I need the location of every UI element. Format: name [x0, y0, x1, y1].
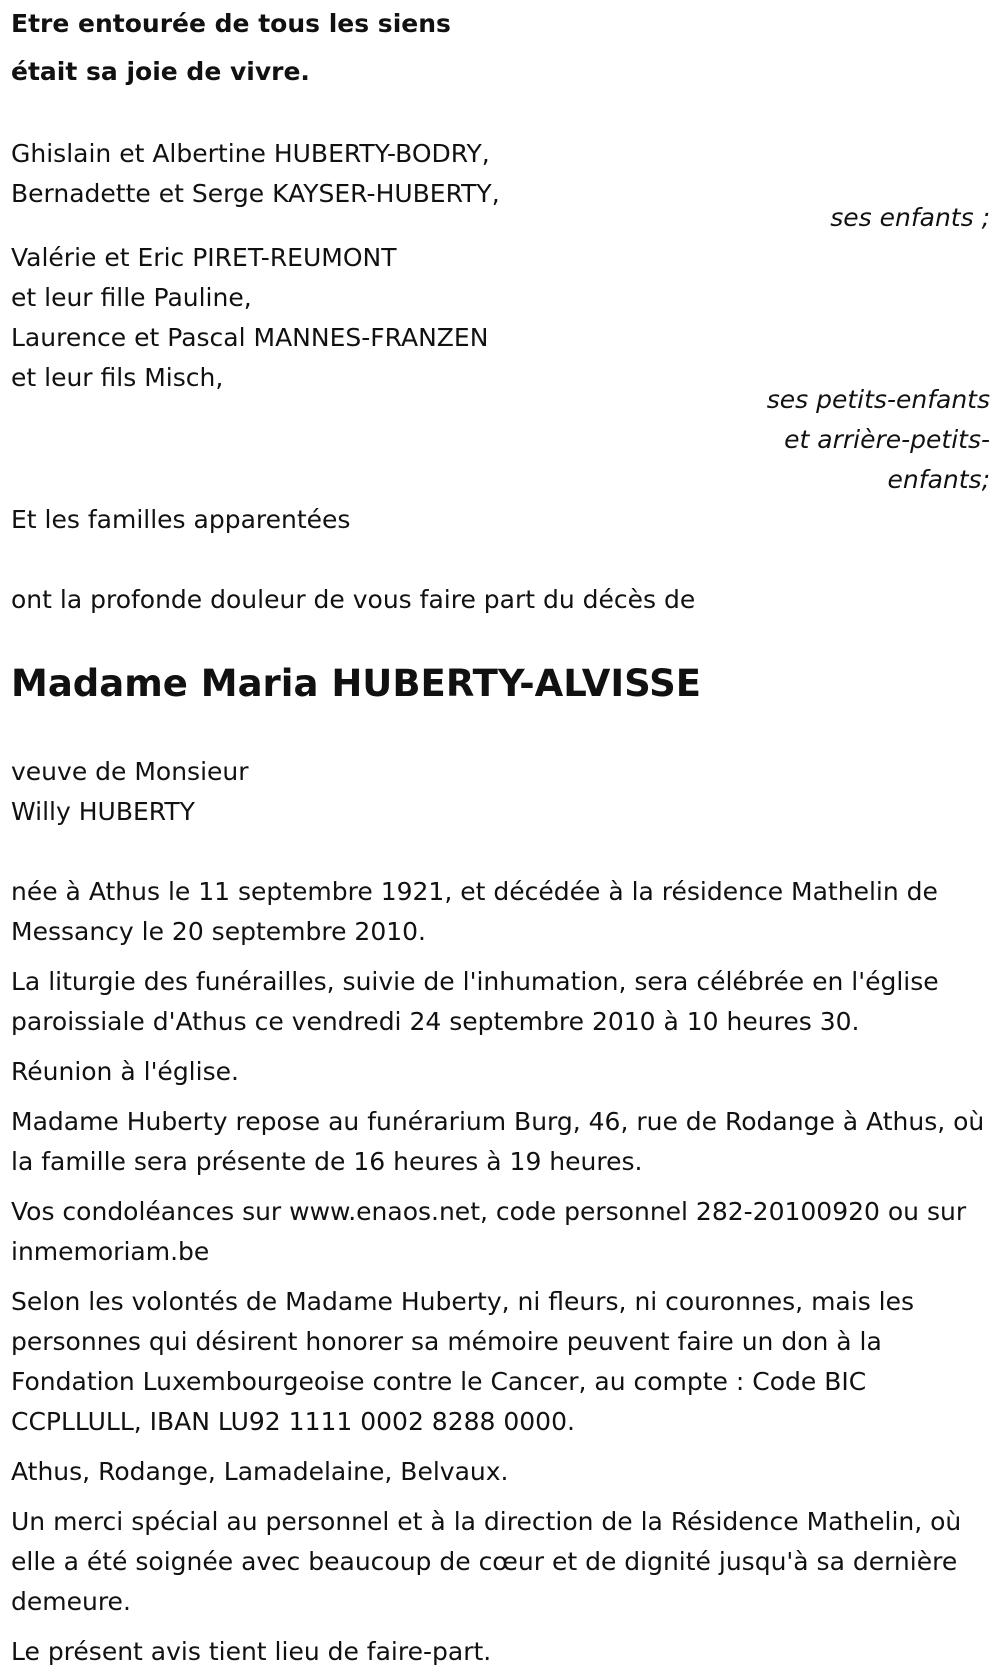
grandchildren-name-4: et leur fils Misch,	[11, 363, 224, 392]
grandchildren-role-2: et arrière-petits-	[784, 425, 990, 454]
places-paragraph: Athus, Rodange, Lamadelaine, Belvaux.	[11, 1457, 509, 1486]
motto-line-1: Etre entourée de tous les siens	[11, 9, 451, 38]
children-role: ses enfants ;	[830, 203, 990, 232]
rest-paragraph: Madame Huberty repose au funérarium Burg, 46, rue de Rodange à Athus, où la famille sera présente de 16 heures à 19 heures.	[11, 1107, 985, 1176]
announcement: ont la profonde douleur de vous faire part du décès de	[11, 585, 696, 614]
children-name-1: Ghislain et Albertine HUBERTY-BODRY,	[11, 139, 490, 168]
condolences-paragraph: Vos condoléances sur www.enaos.net, code personnel 282-20100920 ou sur inmemoriam.be	[11, 1197, 967, 1266]
wishes-paragraph: Selon les volontés de Madame Huberty, ni fleurs, ni couronnes, mais les personnes qui désirent honorer sa mémoire peuvent faire un don à la Fondation Luxembourgeoise contre le Cancer, au compte : Code BIC CCPLLULL, IBAN LU92 1111 0002 8288 0000.	[11, 1287, 915, 1436]
grandchildren-name-2: et leur fille Pauline,	[11, 283, 252, 312]
grandchildren-name-1: Valérie et Eric PIRET-REUMONT	[11, 243, 397, 272]
widow-of-line-1: veuve de Monsieur	[11, 757, 249, 786]
meeting-paragraph: Réunion à l'église.	[11, 1057, 239, 1086]
notice-paragraph: Le présent avis tient lieu de faire-part.	[11, 1637, 492, 1666]
thanks-paragraph: Un merci spécial au personnel et à la direction de la Résidence Mathelin, où elle a été soignée avec beaucoup de cœur et de dignité jusqu'à sa dernière demeure.	[11, 1507, 962, 1616]
grandchildren-role-1: ses petits-enfants	[766, 385, 990, 414]
widow-of-line-2: Willy HUBERTY	[11, 797, 195, 826]
motto-line-2: était sa joie de vivre.	[11, 57, 310, 86]
grandchildren-role-3: enfants;	[887, 465, 990, 494]
children-name-2: Bernadette et Serge KAYSER-HUBERTY,	[11, 179, 500, 208]
birth-death-paragraph: née à Athus le 11 septembre 1921, et décédée à la résidence Mathelin de Messancy le 20 septembre 2010.	[11, 877, 938, 946]
grandchildren-name-3: Laurence et Pascal MANNES-FRANZEN	[11, 323, 489, 352]
liturgy-paragraph: La liturgie des funérailles, suivie de l'inhumation, sera célébrée en l'église paroissiale d'Athus ce vendredi 24 septembre 2010 à 10 heures 30.	[11, 967, 939, 1036]
related-families: Et les familles apparentées	[11, 505, 351, 534]
deceased-name: Madame Maria HUBERTY-ALVISSE	[11, 662, 702, 705]
